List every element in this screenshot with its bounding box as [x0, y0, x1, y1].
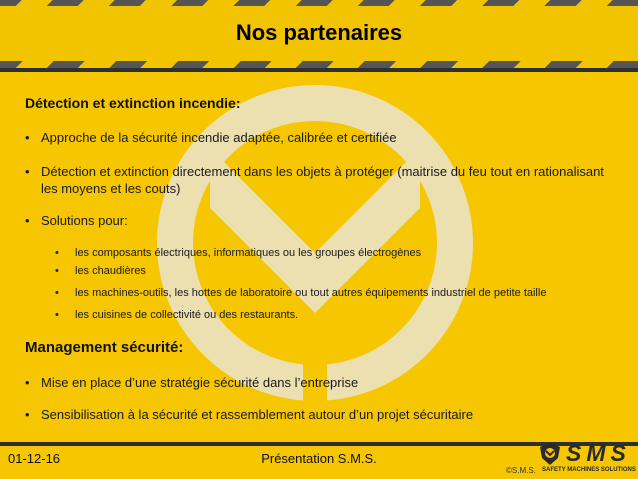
sub-bullet-dot: •	[55, 309, 59, 321]
sub-bullet-text: les chaudières	[75, 265, 146, 277]
sub-bullet-dot: •	[55, 287, 59, 299]
bullet-dot: •	[25, 164, 30, 179]
sms-logo	[538, 440, 634, 476]
logo-text: SMS	[566, 440, 631, 466]
footer-copyright: ©S.M.S.	[506, 466, 536, 475]
logo-subtitle: SAFETY MACHINES SOLUTIONS	[542, 467, 636, 473]
section-management-title: Management sécurité:	[25, 339, 184, 356]
sub-bullet-dot: •	[55, 247, 59, 259]
sub-bullet-dot: •	[55, 265, 59, 277]
footer-date: 01-12-16	[8, 451, 61, 466]
sub-bullet-text: les composants électriques, informatiques ou les groupes électrogènes	[75, 247, 422, 259]
bullet-dot: •	[25, 375, 30, 390]
bullet-dot: •	[25, 407, 30, 422]
bullet-text: Approche de la sécurité incendie adaptée, calibrée et certifiée	[41, 130, 397, 145]
sub-bullet-text: les machines-outils, les hottes de laboratoire ou tout autres équipements industriel de petite taille	[75, 287, 547, 299]
sms-shield-icon	[538, 442, 562, 466]
bullet-dot: •	[25, 213, 30, 228]
page-title: Nos partenaires	[235, 20, 403, 45]
section-fire-title: Détection et extinction incendie:	[25, 95, 241, 111]
footer-title: Présentation S.M.S.	[261, 451, 377, 466]
bullet-text: Sensibilisation à la sécurité et rassemblement autour d’un projet sécuritaire	[41, 407, 474, 422]
bullet-dot: •	[25, 130, 30, 145]
bullet-text: Détection et extinction directement dans les objets à protéger (maitrise du feu tout en rationalisant les moyens et les couts)	[41, 164, 604, 196]
sub-bullet-text: les cuisines de collectivité ou des restaurants.	[75, 309, 299, 321]
bullet-text: Mise en place d’une stratégie sécurité dans l’entreprise	[41, 375, 359, 390]
bullet-text: Solutions pour:	[41, 213, 128, 228]
